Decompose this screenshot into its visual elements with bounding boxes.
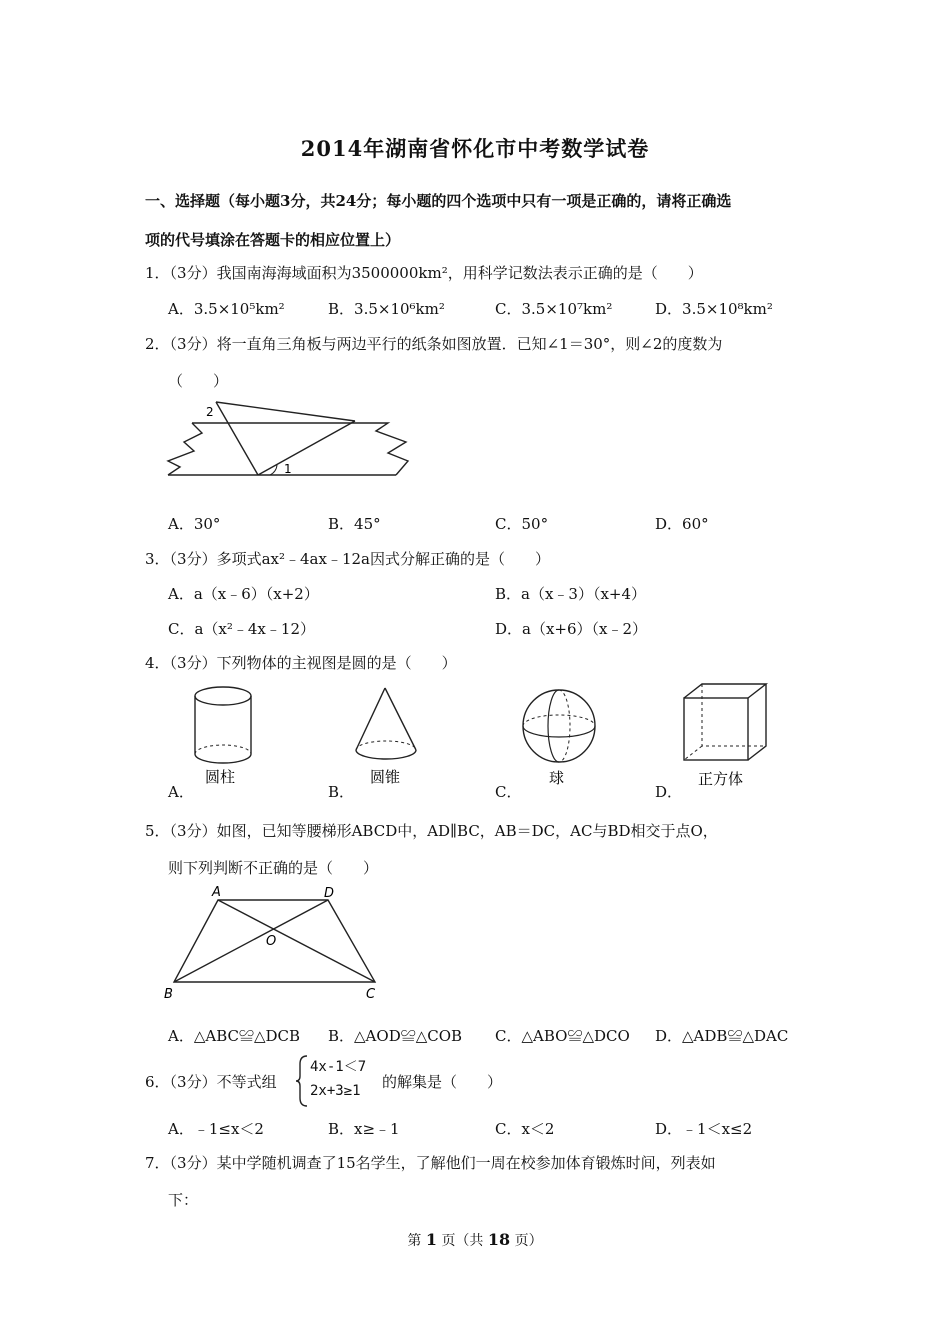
inequality-1: 4x-1＜7 bbox=[310, 1059, 367, 1075]
q6-option-c: C．x＜2 bbox=[495, 1120, 555, 1138]
question-1-stem: 1．（3分）我国南海海域面积为3500000km²，用科学记数法表示正确的是（ ） bbox=[145, 264, 703, 282]
page-title: 2014年湖南省怀化市中考数学试卷 bbox=[300, 136, 650, 161]
q2-label-2: 2 bbox=[206, 405, 214, 419]
question-5-stem-cont: 则下列判断不正确的是（ ） bbox=[168, 859, 379, 877]
q6-option-b: B．x≥﹣1 bbox=[328, 1120, 400, 1138]
cylinder-caption: 圆柱 bbox=[205, 768, 236, 786]
vertex-c-label: C bbox=[366, 987, 376, 1002]
q3-option-c: C．a（x²﹣4x﹣12） bbox=[168, 620, 315, 638]
question-3-stem: 3．（3分）多项式ax²﹣4ax﹣12a因式分解正确的是（ ） bbox=[145, 550, 550, 568]
question-4-stem: 4．（3分）下列物体的主视图是圆的是（ ） bbox=[145, 654, 457, 672]
q2-option-a: A．30° bbox=[168, 515, 221, 533]
q4-option-a: A． bbox=[168, 783, 194, 801]
q3-option-d: D．a（x+6）（x﹣2） bbox=[495, 620, 648, 638]
question-6-suffix: 的解集是（ ） bbox=[382, 1073, 503, 1091]
vertex-d-label: D bbox=[324, 886, 335, 901]
cone-caption: 圆锥 bbox=[370, 768, 401, 786]
q5-option-d: D．△ADB≌△DAC bbox=[655, 1027, 789, 1045]
q1-option-b: B．3.5×10⁶km² bbox=[328, 300, 445, 318]
sphere-caption: 球 bbox=[549, 769, 565, 787]
q2-figure bbox=[162, 395, 422, 485]
q2-option-d: D．60° bbox=[655, 515, 709, 533]
question-6-prefix: 6．（3分）不等式组 bbox=[145, 1073, 277, 1091]
page-number: 1 bbox=[425, 1230, 437, 1249]
q4-option-b: B． bbox=[328, 783, 355, 801]
q2-option-c: C．50° bbox=[495, 515, 549, 533]
q6-option-a: A．﹣1≤x＜2 bbox=[168, 1120, 264, 1138]
question-2-stem-cont: （ ） bbox=[168, 372, 229, 390]
question-7-stem: 7．（3分）某中学随机调查了15名学生，了解他们一周在校参加体育锻炼时间，列表如 bbox=[145, 1154, 716, 1172]
trapezoid-figure bbox=[160, 884, 390, 1004]
q3-option-a: A．a（x﹣6）（x+2） bbox=[168, 585, 319, 603]
q2-option-b: B．45° bbox=[328, 515, 381, 533]
q6-option-d: D．﹣1＜x≤2 bbox=[655, 1120, 753, 1138]
point-o-label: O bbox=[266, 934, 277, 949]
sphere-figure bbox=[515, 682, 605, 792]
cube-figure bbox=[680, 680, 780, 792]
q5-option-b: B．△AOD≌△COB bbox=[328, 1027, 463, 1045]
q5-option-c: C．△ABO≌△DCO bbox=[495, 1027, 630, 1045]
cube-caption: 正方体 bbox=[698, 770, 744, 788]
footer-mid: 页（共 bbox=[441, 1233, 484, 1249]
question-2-stem: 2．（3分）将一直角三角板与两边平行的纸条如图放置．已知∠1＝30°，则∠2的度数为 bbox=[145, 335, 723, 353]
footer-post: 页） bbox=[514, 1233, 543, 1249]
q4-option-d: D． bbox=[655, 783, 683, 801]
total-pages: 18 bbox=[487, 1230, 511, 1249]
q1-option-a: A．3.5×10⁵km² bbox=[168, 300, 285, 318]
question-5-stem: 5．（3分）如图，已知等腰梯形ABCD中，AD∥BC，AB＝DC，AC与BD相交于点O， bbox=[145, 822, 718, 840]
q5-option-a: A．△ABC≌△DCB bbox=[168, 1027, 301, 1045]
q1-option-c: C．3.5×10⁷km² bbox=[495, 300, 613, 318]
q1-option-d: D．3.5×10⁸km² bbox=[655, 300, 773, 318]
brace-icon bbox=[295, 1054, 309, 1108]
inequality-2: 2x+3≥1 bbox=[310, 1083, 361, 1099]
cylinder-figure bbox=[185, 682, 265, 792]
vertex-b-label: B bbox=[164, 987, 173, 1002]
page-footer bbox=[0, 1230, 950, 1250]
question-7-stem-cont: 下： bbox=[168, 1191, 199, 1209]
vertex-a-label: A bbox=[212, 885, 221, 900]
footer-pre: 第 bbox=[407, 1233, 422, 1249]
q4-option-c: C． bbox=[495, 783, 522, 801]
q3-option-b: B．a（x﹣3）（x+4） bbox=[495, 585, 647, 603]
section-heading-cont: 项的代号填涂在答题卡的相应位置上） bbox=[145, 231, 401, 249]
cone-figure bbox=[350, 682, 430, 792]
section-heading: 一、选择题（每小题3分，共24分；每小题的四个选项中只有一项是正确的，请将正确选 bbox=[145, 192, 732, 210]
q2-label-1: 1 bbox=[284, 462, 292, 476]
